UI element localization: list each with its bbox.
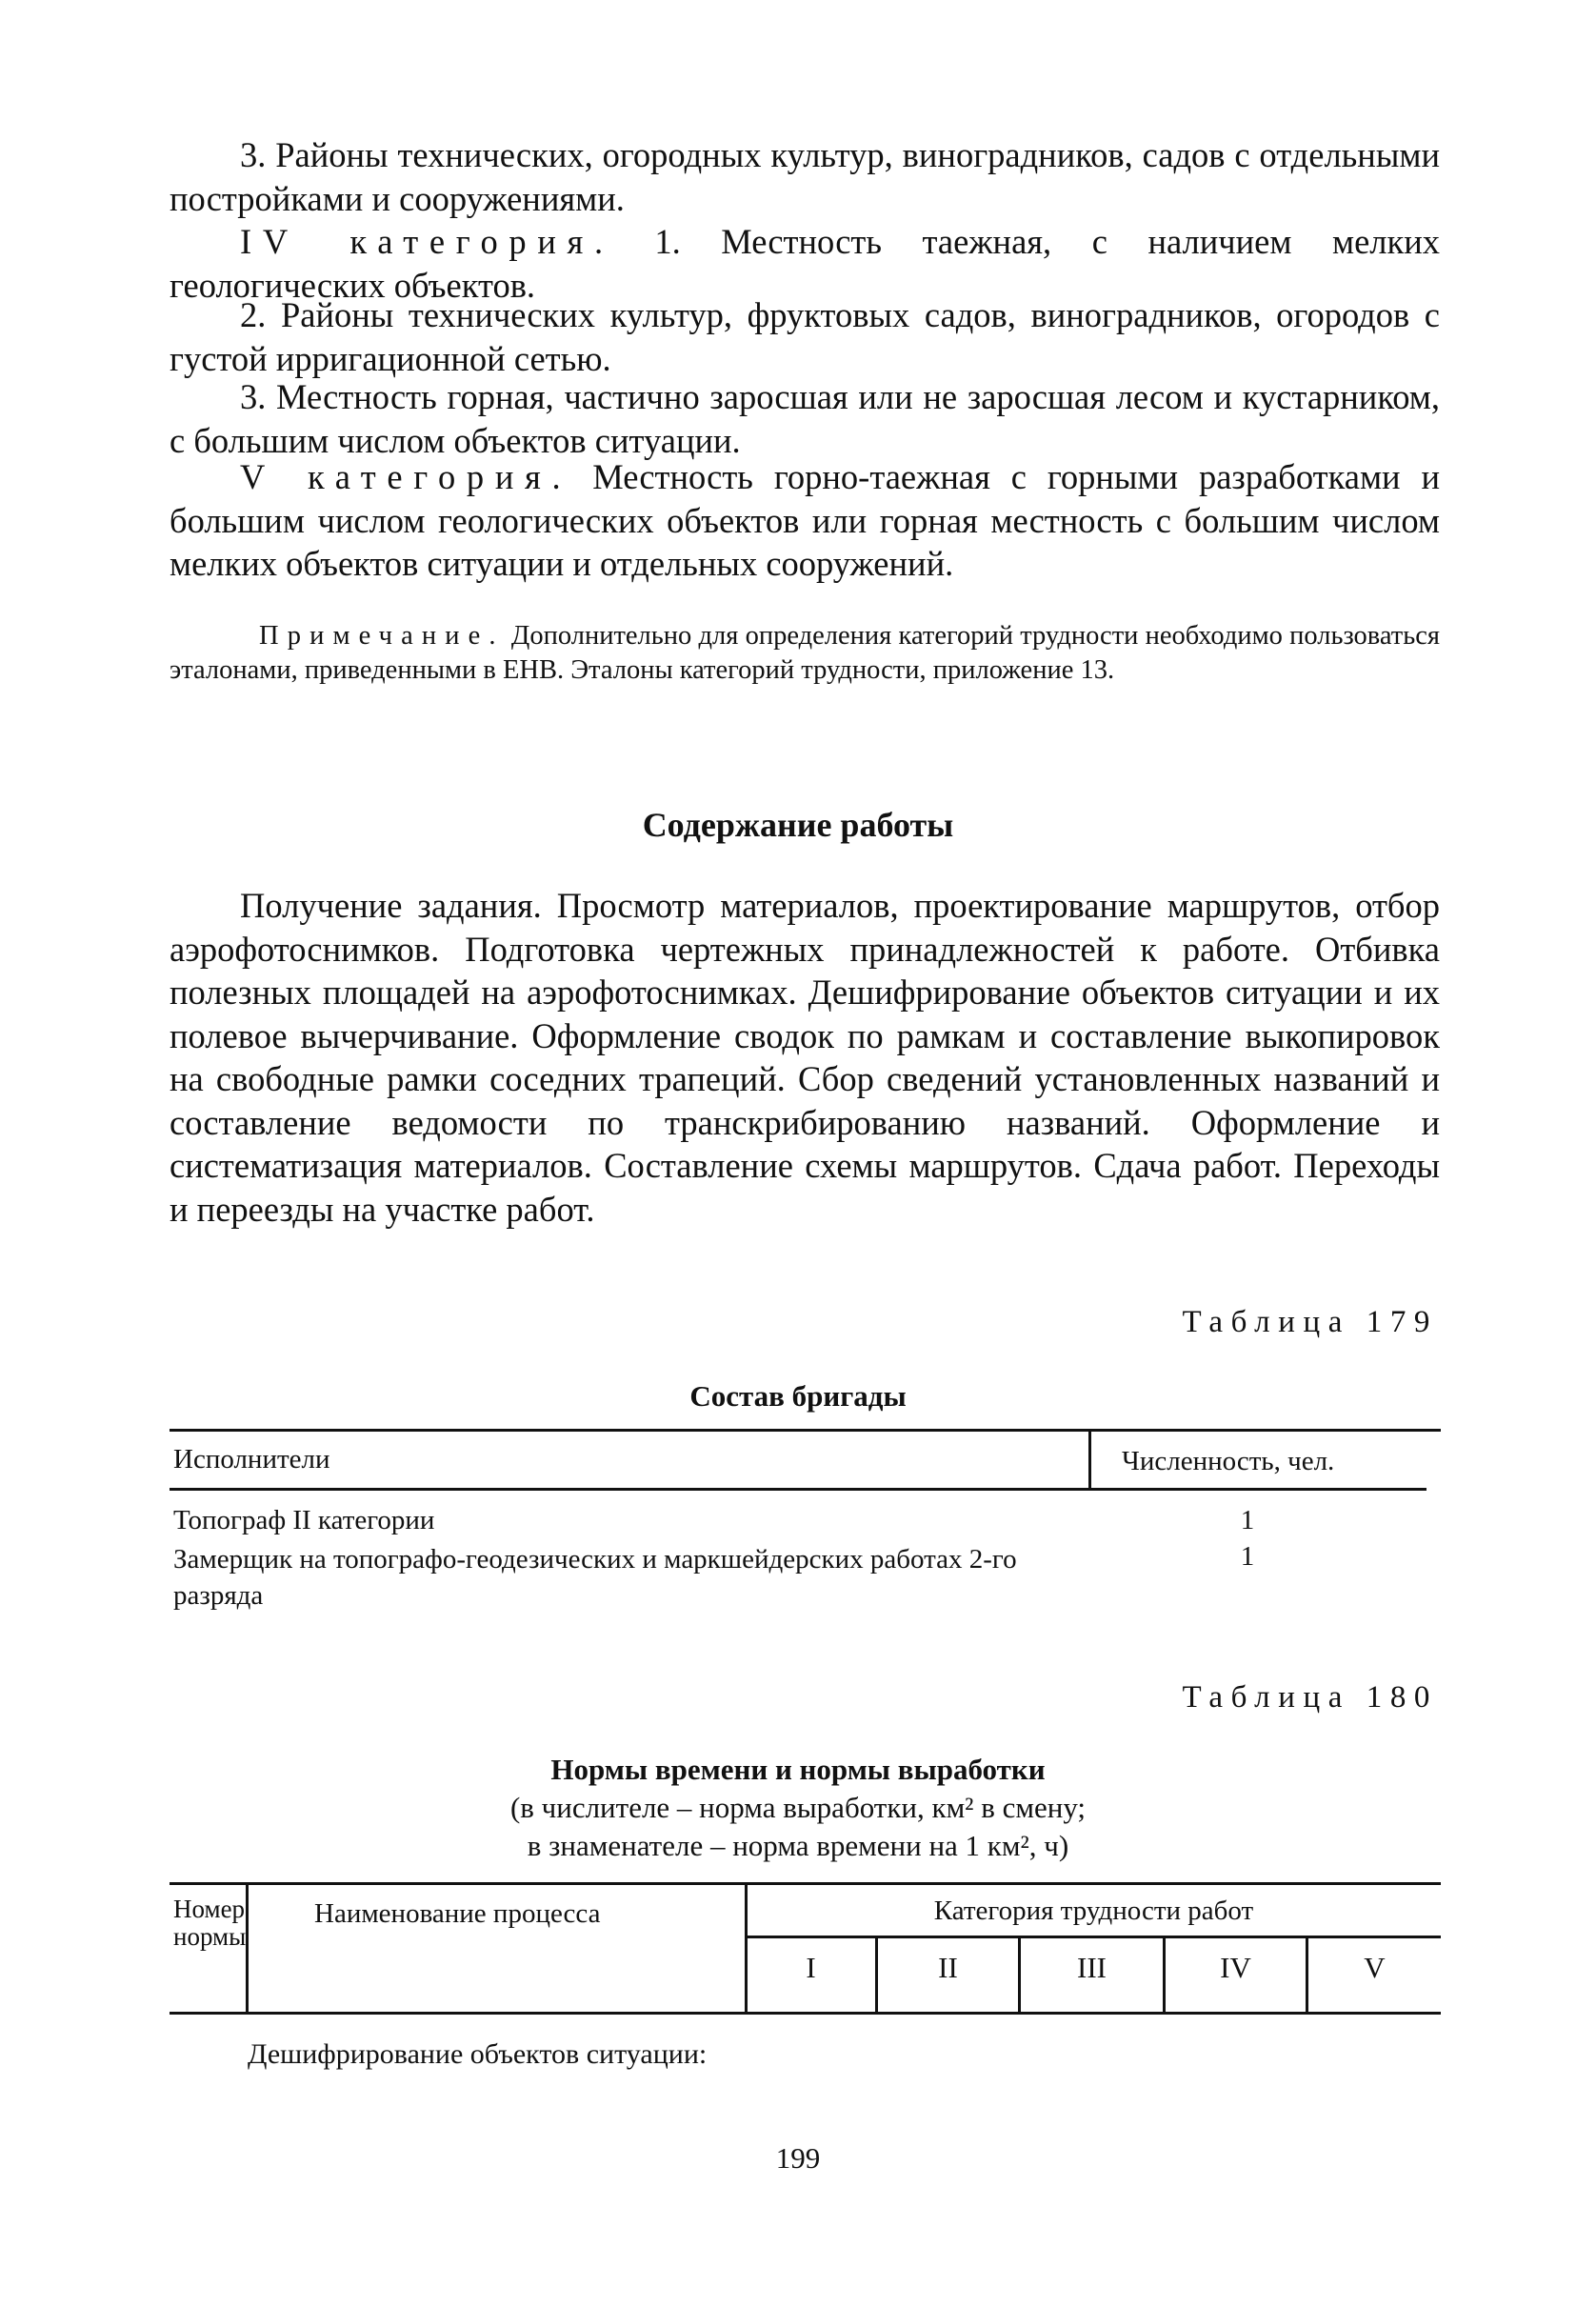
paragraph-category-3-item-3: 3. Районы технических, огородных культур, виноградников, садов с отдельными постройками и сооружениями. [170, 135, 1440, 218]
table-180-header-number: Номер нормы [173, 1895, 247, 1951]
paragraph-category-5: V категория. Местность горно-таежная с горными разработками и большим числом геологических объектов или горная местность с большим числом мелких объектов ситуации и отдельных сооружений. [170, 457, 1440, 583]
table-179-column-divider [1088, 1429, 1091, 1491]
table-180-header-rule [170, 2012, 1441, 2015]
table-180-category-iv: IV [1220, 1951, 1251, 1984]
table-180-category-i: I [806, 1951, 816, 1984]
table-row-count: 1 [1240, 1541, 1255, 1572]
table-180-header-category: Категория трудности работ [933, 1896, 1254, 1926]
note-paragraph: Примечание. Дополнительно для определения категорий трудности необходимо пользоваться эталонами, приведенными в ЕНВ. Эталоны категорий трудности, приложение 13. [170, 621, 1440, 685]
table-179-title: Состав бригады [689, 1379, 907, 1413]
table-row-role: Замерщик на топографо-геодезических и маркшейдерских работах 2-го разряда [173, 1544, 1017, 1611]
category-5-label: V категория. [240, 457, 572, 496]
table-180-header-process: Наименование процесса [314, 1898, 601, 1929]
section-title: Содержание работы [642, 806, 954, 844]
table-179-header-role: Исполнители [173, 1444, 330, 1474]
table-180-label: Таблица 180 [1182, 1680, 1438, 1715]
table-row-count: 1 [1240, 1505, 1255, 1535]
table-row-role: Топограф II категории [173, 1505, 435, 1535]
table-180-subtitle-1: (в числителе – норма выработки, км² в смену; [509, 1791, 1087, 1824]
table-180-divider-number [246, 1882, 249, 2014]
table-180-title: Нормы времени и нормы выработки [550, 1753, 1046, 1786]
paragraph-category-4-item-3: 3. Местность горная, частично заросшая или не заросшая лесом и кустарником, с большим числом объектов ситуации. [170, 377, 1440, 460]
table-179-header-rule [170, 1488, 1426, 1491]
table-180-subtitle-2: в знаменателе – норма времени на 1 км², ч) [527, 1829, 1069, 1862]
note-label: Примечание. [259, 621, 505, 651]
table-180-first-row-process: Дешифрирование объектов ситуации: [248, 2038, 708, 2070]
table-180-category-iii: III [1077, 1951, 1107, 1984]
paragraph-category-4-item-2: 2. Районы технических культур, фруктовых садов, виноградников, огородов с густой ирригационной сетью. [170, 295, 1440, 378]
table-179-header-count: Численность, чел. [1122, 1446, 1335, 1476]
table-179-top-rule [170, 1429, 1441, 1432]
table-179-label: Таблица 179 [1182, 1305, 1438, 1339]
table-180-category-v: V [1364, 1951, 1386, 1984]
table-180-top-rule [170, 1882, 1441, 1885]
page-number: 199 [775, 2141, 821, 2175]
table-180-category-rule [747, 1936, 1441, 1938]
paragraph-category-4: IV категория. 1. Местность таежная, с наличием мелких геологических объектов. [170, 222, 1440, 305]
category-4-label: IV категория. [240, 222, 614, 261]
table-180-category-ii: II [938, 1951, 958, 1984]
work-content-paragraph: Получение задания. Просмотр материалов, проектирование маршрутов, отбор аэрофотоснимков. Подготовка чертежных принадлежностей к работе. Отбивка полезных площадей на аэрофотоснимках. Дешифрирование объектов ситуации и их полевое вычерчивание. Оформление сводок по рамкам и составление выкопировок на свободные рамки соседних трапеций. Сбор сведений установленных названий и составление ведомости по транскрибированию названий. Оформление и систематизация материалов. Составление схемы маршрутов. Сдача работ. Переходы и переезды на участке работ. [170, 886, 1440, 1229]
